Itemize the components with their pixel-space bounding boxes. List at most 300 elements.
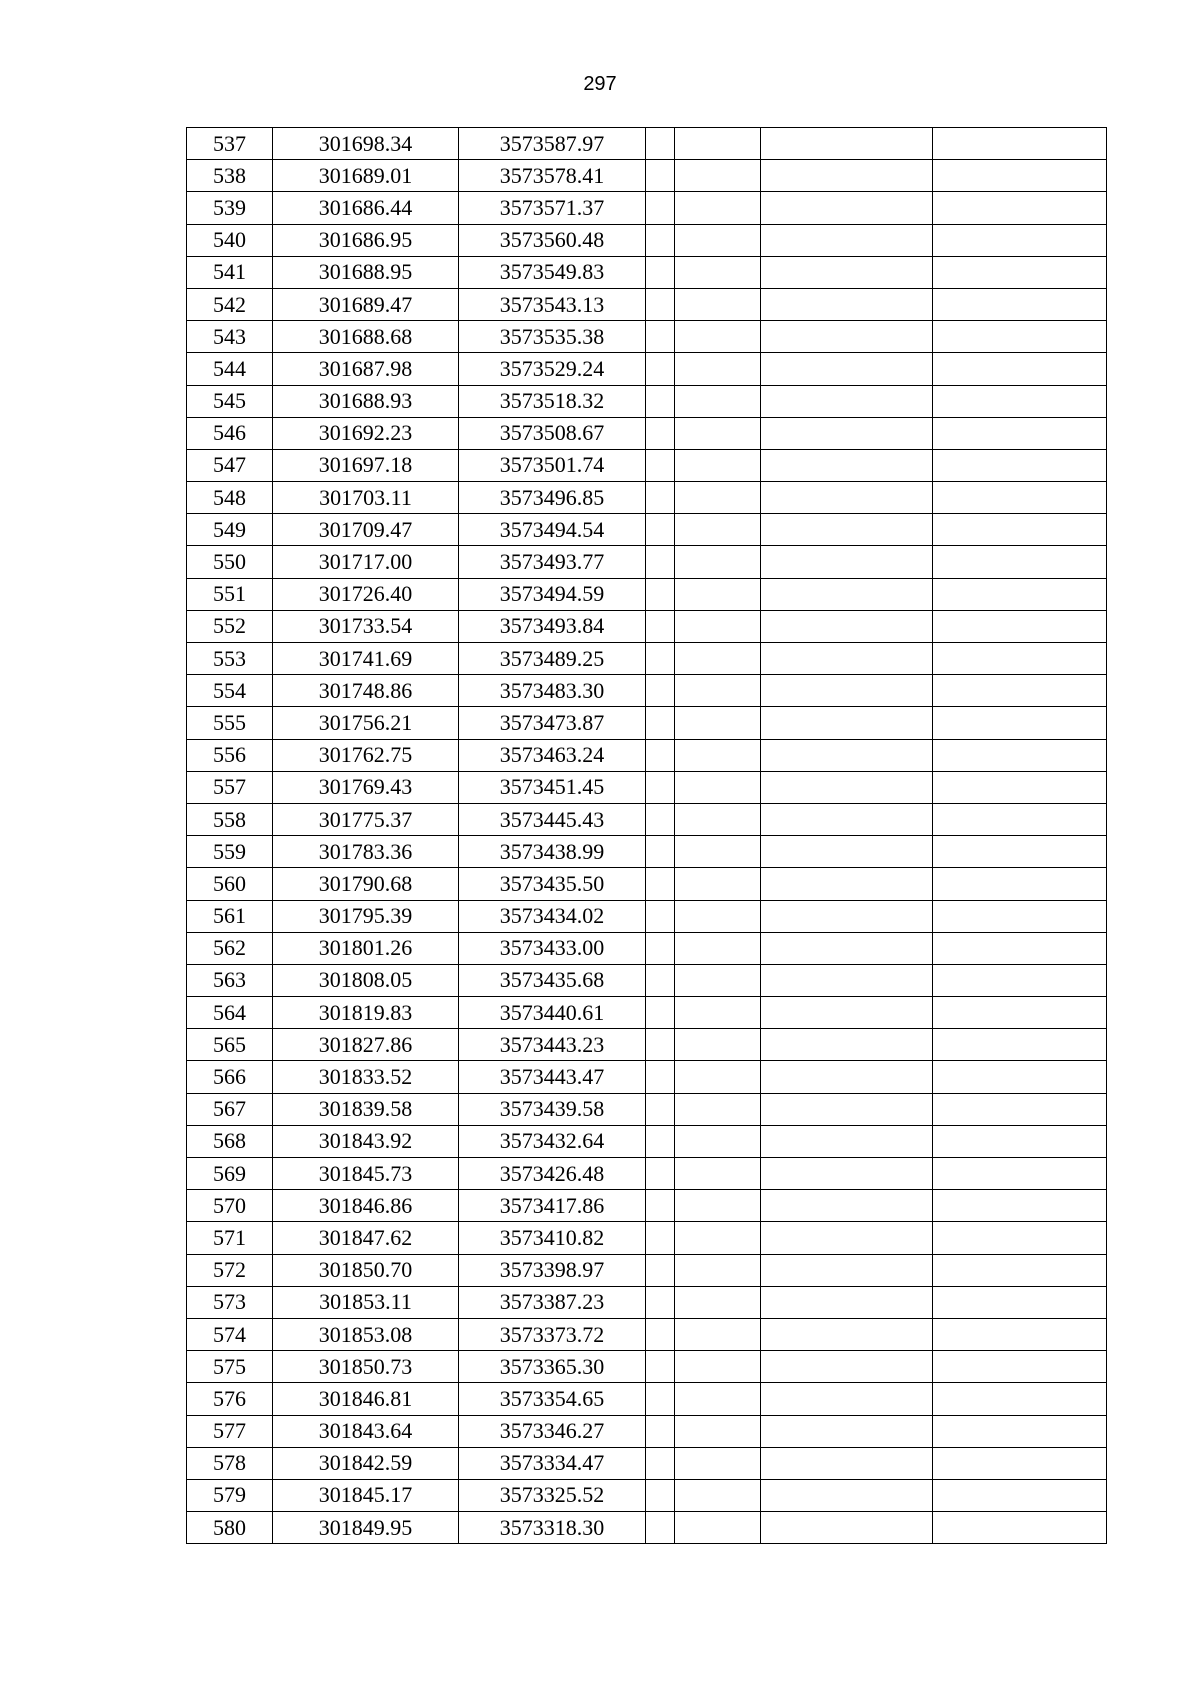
table-row [187, 1093, 1107, 1125]
empty-cell [675, 1029, 761, 1061]
empty-cell [761, 932, 933, 964]
table-row [187, 932, 1107, 964]
empty-cell [933, 256, 1107, 288]
x-coordinate-cell: 301795.39 [273, 900, 459, 932]
empty-cell [933, 578, 1107, 610]
empty-cell [646, 1447, 675, 1479]
empty-cell [761, 1125, 933, 1157]
empty-cell [761, 1190, 933, 1222]
empty-cell [646, 353, 675, 385]
table-row [187, 1351, 1107, 1383]
table-row [187, 900, 1107, 932]
y-coordinate-cell: 3573325.52 [459, 1479, 646, 1511]
y-coordinate-cell: 3573334.47 [459, 1447, 646, 1479]
y-coordinate-cell: 3573571.37 [459, 192, 646, 224]
y-coordinate-cell: 3573543.13 [459, 288, 646, 320]
x-coordinate-cell: 301717.00 [273, 546, 459, 578]
empty-cell [646, 1512, 675, 1544]
table-row [187, 224, 1107, 256]
y-coordinate-cell: 3573432.64 [459, 1125, 646, 1157]
empty-cell [761, 482, 933, 514]
point-number-cell: 556 [187, 739, 273, 771]
empty-cell [933, 385, 1107, 417]
table-row [187, 1318, 1107, 1350]
empty-cell [933, 1125, 1107, 1157]
table-row [187, 675, 1107, 707]
table-row [187, 1383, 1107, 1415]
empty-cell [761, 1093, 933, 1125]
empty-cell [675, 739, 761, 771]
empty-cell [646, 1254, 675, 1286]
point-number-cell: 550 [187, 546, 273, 578]
empty-cell [675, 128, 761, 160]
table-row [187, 707, 1107, 739]
empty-cell [933, 449, 1107, 481]
x-coordinate-cell: 301688.95 [273, 256, 459, 288]
empty-cell [933, 160, 1107, 192]
empty-cell [933, 739, 1107, 771]
x-coordinate-cell: 301697.18 [273, 449, 459, 481]
empty-cell [675, 1061, 761, 1093]
y-coordinate-cell: 3573438.99 [459, 836, 646, 868]
empty-cell [675, 675, 761, 707]
empty-cell [761, 836, 933, 868]
y-coordinate-cell: 3573560.48 [459, 224, 646, 256]
point-number-cell: 580 [187, 1512, 273, 1544]
point-number-cell: 539 [187, 192, 273, 224]
table-row [187, 739, 1107, 771]
y-coordinate-cell: 3573346.27 [459, 1415, 646, 1447]
empty-cell [761, 803, 933, 835]
x-coordinate-cell: 301853.08 [273, 1318, 459, 1350]
x-coordinate-cell: 301726.40 [273, 578, 459, 610]
page-number: 297 [583, 73, 617, 95]
point-number-cell: 555 [187, 707, 273, 739]
empty-cell [675, 868, 761, 900]
empty-cell [761, 610, 933, 642]
empty-cell [933, 1383, 1107, 1415]
point-number-cell: 538 [187, 160, 273, 192]
table-row [187, 514, 1107, 546]
y-coordinate-cell: 3573496.85 [459, 482, 646, 514]
y-coordinate-cell: 3573508.67 [459, 417, 646, 449]
empty-cell [675, 707, 761, 739]
table-row [187, 1447, 1107, 1479]
point-number-cell: 566 [187, 1061, 273, 1093]
empty-cell [933, 1351, 1107, 1383]
empty-cell [761, 1286, 933, 1318]
x-coordinate-cell: 301698.34 [273, 128, 459, 160]
empty-cell [761, 385, 933, 417]
empty-cell [646, 224, 675, 256]
empty-cell [675, 1447, 761, 1479]
empty-cell [675, 1190, 761, 1222]
x-coordinate-cell: 301756.21 [273, 707, 459, 739]
empty-cell [646, 1318, 675, 1350]
empty-cell [646, 1158, 675, 1190]
empty-cell [933, 964, 1107, 996]
x-coordinate-cell: 301692.23 [273, 417, 459, 449]
point-number-cell: 564 [187, 997, 273, 1029]
table-row [187, 578, 1107, 610]
empty-cell [933, 417, 1107, 449]
empty-cell [761, 707, 933, 739]
empty-cell [646, 256, 675, 288]
empty-cell [675, 1383, 761, 1415]
empty-cell [675, 964, 761, 996]
y-coordinate-cell: 3573473.87 [459, 707, 646, 739]
table-row [187, 321, 1107, 353]
empty-cell [646, 160, 675, 192]
point-number-cell: 569 [187, 1158, 273, 1190]
y-coordinate-cell: 3573443.23 [459, 1029, 646, 1061]
x-coordinate-cell: 301842.59 [273, 1447, 459, 1479]
x-coordinate-cell: 301843.92 [273, 1125, 459, 1157]
empty-cell [761, 1254, 933, 1286]
empty-cell [646, 964, 675, 996]
empty-cell [761, 321, 933, 353]
empty-cell [646, 932, 675, 964]
point-number-cell: 546 [187, 417, 273, 449]
y-coordinate-cell: 3573387.23 [459, 1286, 646, 1318]
empty-cell [933, 997, 1107, 1029]
empty-cell [761, 224, 933, 256]
table-row [187, 1158, 1107, 1190]
empty-cell [646, 514, 675, 546]
point-number-cell: 544 [187, 353, 273, 385]
empty-cell [675, 417, 761, 449]
point-number-cell: 545 [187, 385, 273, 417]
empty-cell [675, 192, 761, 224]
empty-cell [646, 449, 675, 481]
x-coordinate-cell: 301846.86 [273, 1190, 459, 1222]
x-coordinate-cell: 301850.70 [273, 1254, 459, 1286]
table-row [187, 1479, 1107, 1511]
y-coordinate-cell: 3573435.50 [459, 868, 646, 900]
y-coordinate-cell: 3573587.97 [459, 128, 646, 160]
empty-cell [646, 1061, 675, 1093]
point-number-cell: 573 [187, 1286, 273, 1318]
empty-cell [646, 1479, 675, 1511]
empty-cell [646, 192, 675, 224]
empty-cell [933, 1029, 1107, 1061]
table-row [187, 288, 1107, 320]
empty-cell [675, 1415, 761, 1447]
empty-cell [933, 482, 1107, 514]
empty-cell [933, 546, 1107, 578]
coordinates-table [186, 127, 1107, 1544]
x-coordinate-cell: 301790.68 [273, 868, 459, 900]
y-coordinate-cell: 3573365.30 [459, 1351, 646, 1383]
y-coordinate-cell: 3573549.83 [459, 256, 646, 288]
x-coordinate-cell: 301769.43 [273, 771, 459, 803]
empty-cell [675, 1158, 761, 1190]
empty-cell [761, 514, 933, 546]
x-coordinate-cell: 301709.47 [273, 514, 459, 546]
empty-cell [675, 900, 761, 932]
empty-cell [933, 224, 1107, 256]
empty-cell [933, 1286, 1107, 1318]
empty-cell [646, 128, 675, 160]
point-number-cell: 571 [187, 1222, 273, 1254]
empty-cell [675, 321, 761, 353]
y-coordinate-cell: 3573483.30 [459, 675, 646, 707]
empty-cell [646, 1286, 675, 1318]
empty-cell [933, 1093, 1107, 1125]
point-number-cell: 547 [187, 449, 273, 481]
point-number-cell: 560 [187, 868, 273, 900]
empty-cell [646, 610, 675, 642]
y-coordinate-cell: 3573318.30 [459, 1512, 646, 1544]
x-coordinate-cell: 301846.81 [273, 1383, 459, 1415]
empty-cell [761, 1318, 933, 1350]
point-number-cell: 543 [187, 321, 273, 353]
empty-cell [675, 256, 761, 288]
empty-cell [675, 160, 761, 192]
empty-cell [761, 643, 933, 675]
empty-cell [646, 803, 675, 835]
empty-cell [761, 1383, 933, 1415]
table-row [187, 1125, 1107, 1157]
y-coordinate-cell: 3573434.02 [459, 900, 646, 932]
empty-cell [646, 707, 675, 739]
empty-cell [675, 932, 761, 964]
point-number-cell: 575 [187, 1351, 273, 1383]
empty-cell [646, 1125, 675, 1157]
empty-cell [646, 643, 675, 675]
empty-cell [675, 514, 761, 546]
x-coordinate-cell: 301853.11 [273, 1286, 459, 1318]
empty-cell [675, 546, 761, 578]
empty-cell [646, 771, 675, 803]
y-coordinate-cell: 3573439.58 [459, 1093, 646, 1125]
table-row [187, 385, 1107, 417]
empty-cell [761, 739, 933, 771]
table-row [187, 353, 1107, 385]
x-coordinate-cell: 301686.44 [273, 192, 459, 224]
x-coordinate-cell: 301808.05 [273, 964, 459, 996]
y-coordinate-cell: 3573433.00 [459, 932, 646, 964]
table-row [187, 128, 1107, 160]
point-number-cell: 567 [187, 1093, 273, 1125]
point-number-cell: 549 [187, 514, 273, 546]
point-number-cell: 551 [187, 578, 273, 610]
table-row [187, 836, 1107, 868]
empty-cell [675, 385, 761, 417]
empty-cell [646, 578, 675, 610]
point-number-cell: 561 [187, 900, 273, 932]
empty-cell [675, 1222, 761, 1254]
empty-cell [675, 836, 761, 868]
x-coordinate-cell: 301686.95 [273, 224, 459, 256]
x-coordinate-cell: 301845.73 [273, 1158, 459, 1190]
point-number-cell: 577 [187, 1415, 273, 1447]
empty-cell [761, 964, 933, 996]
table-row [187, 160, 1107, 192]
empty-cell [646, 385, 675, 417]
x-coordinate-cell: 301839.58 [273, 1093, 459, 1125]
empty-cell [675, 288, 761, 320]
x-coordinate-cell: 301850.73 [273, 1351, 459, 1383]
empty-cell [646, 321, 675, 353]
empty-cell [761, 192, 933, 224]
y-coordinate-cell: 3573535.38 [459, 321, 646, 353]
empty-cell [675, 1318, 761, 1350]
y-coordinate-cell: 3573354.65 [459, 1383, 646, 1415]
y-coordinate-cell: 3573501.74 [459, 449, 646, 481]
empty-cell [933, 1158, 1107, 1190]
y-coordinate-cell: 3573494.59 [459, 578, 646, 610]
y-coordinate-cell: 3573426.48 [459, 1158, 646, 1190]
empty-cell [933, 288, 1107, 320]
empty-cell [761, 1512, 933, 1544]
empty-cell [675, 482, 761, 514]
point-number-cell: 579 [187, 1479, 273, 1511]
table-row [187, 417, 1107, 449]
empty-cell [675, 353, 761, 385]
empty-cell [933, 868, 1107, 900]
empty-cell [646, 900, 675, 932]
empty-cell [933, 1318, 1107, 1350]
empty-cell [761, 417, 933, 449]
table-row [187, 192, 1107, 224]
empty-cell [675, 997, 761, 1029]
empty-cell [646, 1351, 675, 1383]
x-coordinate-cell: 301801.26 [273, 932, 459, 964]
x-coordinate-cell: 301689.01 [273, 160, 459, 192]
point-number-cell: 557 [187, 771, 273, 803]
empty-cell [675, 1093, 761, 1125]
table-row [187, 803, 1107, 835]
empty-cell [933, 1415, 1107, 1447]
empty-cell [646, 1093, 675, 1125]
point-number-cell: 562 [187, 932, 273, 964]
empty-cell [933, 321, 1107, 353]
empty-cell [646, 836, 675, 868]
table-row [187, 868, 1107, 900]
table-row [187, 1190, 1107, 1222]
y-coordinate-cell: 3573463.24 [459, 739, 646, 771]
empty-cell [675, 578, 761, 610]
point-number-cell: 565 [187, 1029, 273, 1061]
table-row [187, 1061, 1107, 1093]
empty-cell [675, 1479, 761, 1511]
y-coordinate-cell: 3573435.68 [459, 964, 646, 996]
table-row [187, 256, 1107, 288]
empty-cell [761, 1029, 933, 1061]
point-number-cell: 537 [187, 128, 273, 160]
empty-cell [646, 1383, 675, 1415]
empty-cell [675, 610, 761, 642]
table-body [187, 128, 1107, 1544]
x-coordinate-cell: 301733.54 [273, 610, 459, 642]
table-row [187, 771, 1107, 803]
empty-cell [761, 449, 933, 481]
empty-cell [933, 1061, 1107, 1093]
table-row [187, 997, 1107, 1029]
empty-cell [646, 1190, 675, 1222]
empty-cell [761, 868, 933, 900]
empty-cell [761, 353, 933, 385]
table-row [187, 643, 1107, 675]
empty-cell [933, 1222, 1107, 1254]
empty-cell [933, 643, 1107, 675]
y-coordinate-cell: 3573445.43 [459, 803, 646, 835]
x-coordinate-cell: 301687.98 [273, 353, 459, 385]
empty-cell [761, 1415, 933, 1447]
empty-cell [646, 739, 675, 771]
empty-cell [675, 771, 761, 803]
x-coordinate-cell: 301833.52 [273, 1061, 459, 1093]
y-coordinate-cell: 3573518.32 [459, 385, 646, 417]
empty-cell [646, 288, 675, 320]
empty-cell [646, 1222, 675, 1254]
y-coordinate-cell: 3573451.45 [459, 771, 646, 803]
y-coordinate-cell: 3573410.82 [459, 1222, 646, 1254]
point-number-cell: 572 [187, 1254, 273, 1286]
empty-cell [933, 836, 1107, 868]
empty-cell [646, 675, 675, 707]
point-number-cell: 542 [187, 288, 273, 320]
point-number-cell: 578 [187, 1447, 273, 1479]
empty-cell [761, 288, 933, 320]
empty-cell [675, 449, 761, 481]
empty-cell [675, 1125, 761, 1157]
empty-cell [761, 1222, 933, 1254]
x-coordinate-cell: 301762.75 [273, 739, 459, 771]
empty-cell [646, 1029, 675, 1061]
x-coordinate-cell: 301783.36 [273, 836, 459, 868]
empty-cell [933, 1512, 1107, 1544]
empty-cell [933, 900, 1107, 932]
y-coordinate-cell: 3573398.97 [459, 1254, 646, 1286]
empty-cell [646, 1415, 675, 1447]
x-coordinate-cell: 301843.64 [273, 1415, 459, 1447]
y-coordinate-cell: 3573493.84 [459, 610, 646, 642]
empty-cell [675, 1351, 761, 1383]
table-row [187, 1222, 1107, 1254]
x-coordinate-cell: 301845.17 [273, 1479, 459, 1511]
x-coordinate-cell: 301688.68 [273, 321, 459, 353]
point-number-cell: 558 [187, 803, 273, 835]
empty-cell [761, 900, 933, 932]
empty-cell [933, 803, 1107, 835]
empty-cell [761, 997, 933, 1029]
x-coordinate-cell: 301775.37 [273, 803, 459, 835]
y-coordinate-cell: 3573417.86 [459, 1190, 646, 1222]
empty-cell [675, 803, 761, 835]
point-number-cell: 540 [187, 224, 273, 256]
empty-cell [933, 128, 1107, 160]
empty-cell [761, 1447, 933, 1479]
table-row [187, 1254, 1107, 1286]
empty-cell [933, 353, 1107, 385]
x-coordinate-cell: 301827.86 [273, 1029, 459, 1061]
y-coordinate-cell: 3573443.47 [459, 1061, 646, 1093]
empty-cell [933, 1447, 1107, 1479]
x-coordinate-cell: 301849.95 [273, 1512, 459, 1544]
empty-cell [933, 932, 1107, 964]
y-coordinate-cell: 3573440.61 [459, 997, 646, 1029]
empty-cell [646, 546, 675, 578]
table-row [187, 449, 1107, 481]
table-row [187, 610, 1107, 642]
empty-cell [646, 997, 675, 1029]
empty-cell [675, 1512, 761, 1544]
empty-cell [675, 224, 761, 256]
point-number-cell: 554 [187, 675, 273, 707]
table-row [187, 1415, 1107, 1447]
